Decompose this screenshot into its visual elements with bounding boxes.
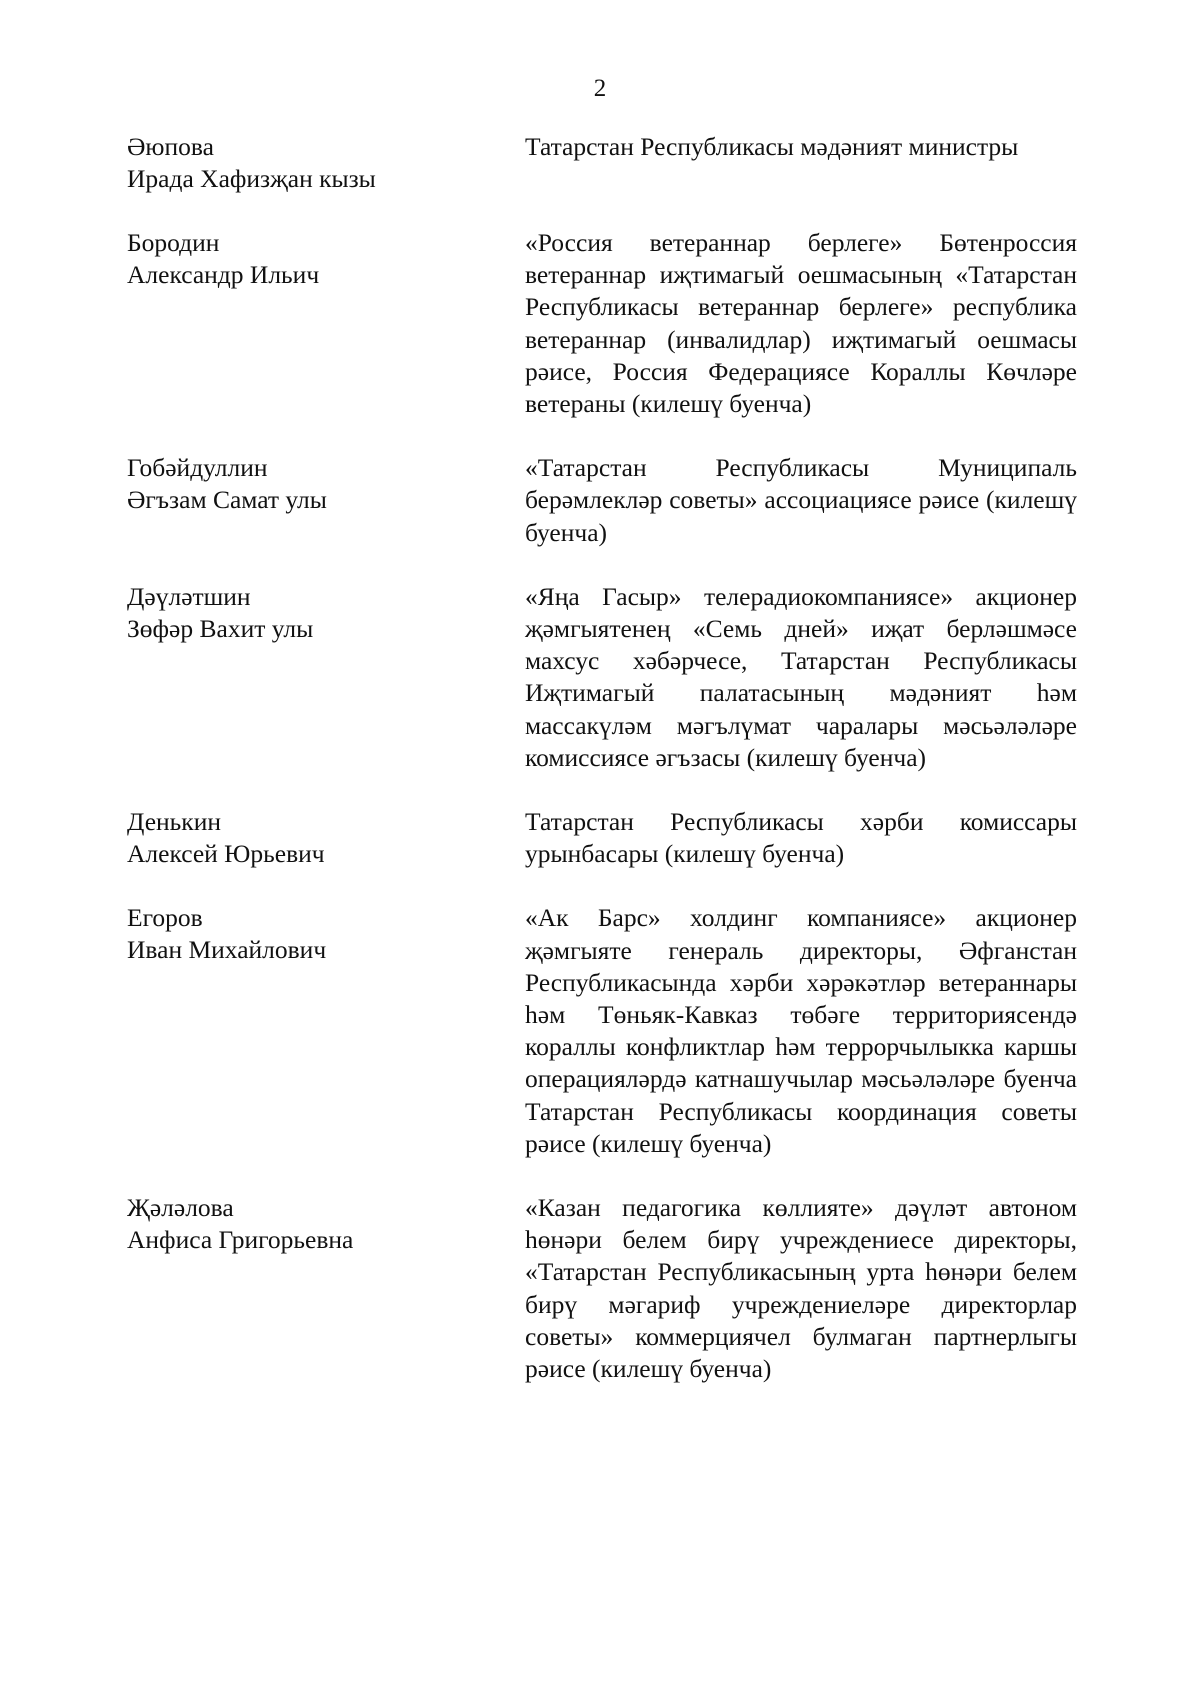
person-role: «Казан педагогика көллияте» дәүләт автоном һөнәри белем бирү учреждениесе директоры, «Татарстан Республикасының урта һөнәри белем бирү мәгариф учреждениеләре директорлар советы» коммерциячел булмаган партнерлыгы рәисе (килешү буенча) bbox=[525, 1193, 1077, 1384]
list-item bbox=[127, 806, 1077, 870]
person-name bbox=[127, 806, 525, 870]
list-item bbox=[127, 581, 1077, 774]
person-role: «Россия ветераннар берлеге» Бөтенроссия ветераннар иҗтимагый оешмасының «Татарстан Республикасы ветераннар берлеге» республика ветераннар (инвалидлар) иҗтимагый оешмасы рәисе, Россия Федерациясе Кораллы Көчләре ветераны (килешү буенча) bbox=[525, 228, 1077, 419]
given-name: Ирада Хафизҗан кызы bbox=[127, 164, 376, 193]
surname: Бородин bbox=[127, 228, 220, 257]
list-item bbox=[127, 452, 1077, 549]
members-list bbox=[127, 131, 1077, 1417]
surname: Җәләлова bbox=[127, 1193, 234, 1223]
person-name bbox=[127, 131, 525, 195]
list-item bbox=[127, 902, 1077, 1160]
list-item bbox=[127, 227, 1077, 420]
person-role: «Ак Барс» холдинг компаниясе» акционер җәмгыяте генераль директоры, Әфганстан Республикасында хәрби хәрәкәтләр ветераннары һәм Төньяк-Кавказ төбәге территориясендә кораллы конфликтлар һәм террорчылыкка каршы операцияләрдә катнашучылар мәсьәләләре буенча Татарстан Республикасы координация советы рәисе (килешү буенча) bbox=[525, 903, 1077, 1158]
surname: Денькин bbox=[127, 807, 221, 837]
surname: Дәүләтшин bbox=[127, 581, 251, 611]
person-name bbox=[127, 1192, 525, 1385]
given-name: Анфиса Григорьевна bbox=[127, 1225, 354, 1255]
given-name: Александр Ильич bbox=[127, 260, 320, 289]
surname: Егоров bbox=[127, 903, 203, 933]
person-role: «Татарстан Республикасы Муниципаль берәмлекләр советы» ассоциациясе рәисе (килешү буенча) bbox=[525, 453, 1077, 547]
list-item bbox=[127, 1192, 1077, 1385]
person-role: Татарстан Республикасы мәдәният министры bbox=[525, 132, 1019, 161]
page-number-text: 2 bbox=[593, 75, 607, 102]
given-name: Алексей Юрьевич bbox=[127, 839, 325, 869]
given-name: Әгъзам Самат улы bbox=[127, 485, 327, 515]
page-number bbox=[0, 74, 1200, 104]
list-item bbox=[127, 131, 1077, 195]
person-role: Татарстан Республикасы хәрби комиссары урынбасары (килешү буенча) bbox=[525, 807, 1077, 869]
surname: Әюпова bbox=[127, 132, 214, 161]
person-name bbox=[127, 902, 525, 1160]
person-name bbox=[127, 227, 525, 420]
person-name bbox=[127, 581, 525, 774]
person-role: «Яңа Гасыр» телерадиокомпаниясе» акционер җәмгыятенең «Семь дней» иҗат берләшмәсе махсус хәбәрчесе, Татарстан Республикасы Иҗтимагый палатасының мәдәният һәм массакүләм мәгълүмат чаралары мәсьәләләре комиссиясе әгъзасы (килешү буенча) bbox=[525, 581, 1077, 772]
given-name: Иван Михайлович bbox=[127, 935, 327, 965]
person-name bbox=[127, 452, 525, 549]
surname: Гобәйдуллин bbox=[127, 453, 268, 483]
given-name: Зөфәр Вахит улы bbox=[127, 613, 314, 643]
